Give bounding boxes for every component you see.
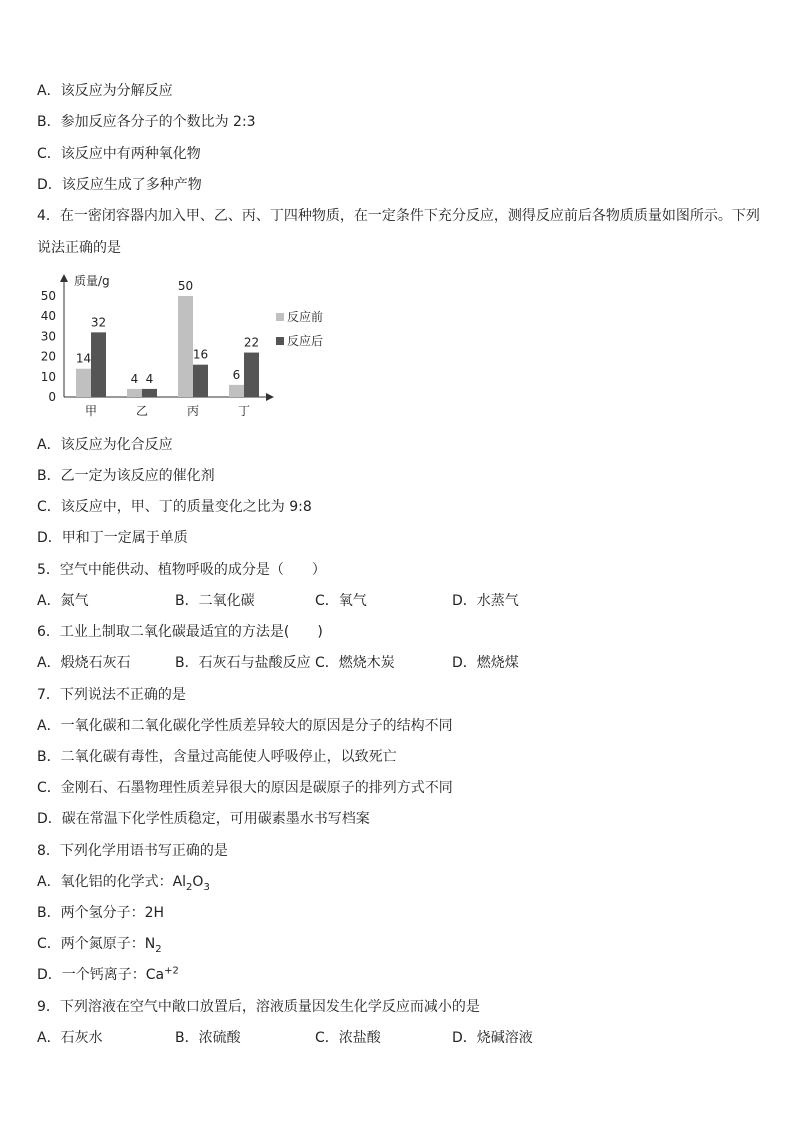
- bar-before: [178, 296, 193, 397]
- q5-stem: 5．空气中能供动、植物呼吸的成分是（ ）: [37, 562, 326, 578]
- q9-option-c: C．浓盐酸: [315, 1030, 381, 1046]
- q7-option-c: C．金刚石、石墨物理性质差异很大的原因是碳原子的排列方式不同: [37, 780, 453, 796]
- q8-stem: 8．下列化学用语书写正确的是: [37, 843, 228, 859]
- q6-stem: 6．工业上制取二氧化碳最适宜的方法是( ): [37, 624, 323, 640]
- bar-after: [244, 353, 259, 397]
- bar-data-label: 50: [177, 279, 194, 293]
- bar-data-label: 16: [192, 347, 209, 362]
- q9-options: [37, 1028, 757, 1048]
- q7-option-a: A．一氧化碳和二氧化碳化学性质差异较大的原因是分子的结构不同: [37, 718, 453, 734]
- q6-option-c: C．燃烧木炭: [315, 655, 395, 671]
- bar-after: [193, 365, 208, 397]
- q5-option-a: A．氮气: [37, 593, 89, 609]
- bar-after: [142, 389, 157, 397]
- y-tick-label: 40: [40, 309, 56, 324]
- q7-option-b: B．二氧化碳有毒性，含量过高能使人呼吸停止，以致死亡: [37, 749, 397, 765]
- q4-option-d: D．甲和丁一定属于单质: [37, 530, 188, 546]
- y-tick-label: 0: [48, 390, 56, 404]
- q5-option-c: C．氧气: [315, 593, 367, 609]
- q7-stem: 7．下列说法不正确的是: [37, 687, 186, 703]
- q4-option-b: B．乙一定为该反应的催化剂: [37, 468, 215, 484]
- bar-data-label: 32: [90, 315, 107, 330]
- bar-data-label: 6: [232, 367, 241, 382]
- q6-option-d: D．燃烧煤: [452, 655, 519, 671]
- bar-data-label: 4: [130, 371, 139, 386]
- q9-option-a: A．石灰水: [37, 1030, 103, 1046]
- q3-option-d: D．该反应生成了多种产物: [37, 177, 202, 193]
- x-category-label: 丁: [237, 404, 251, 418]
- q7-option-d: D．碳在常温下化学性质稳定，可用碳素墨水书写档案: [37, 811, 370, 827]
- mass-bar-chart: [30, 268, 360, 428]
- legend-swatch: [276, 313, 284, 321]
- q6-option-a: A．煅烧石灰石: [37, 655, 131, 671]
- legend-label: 反应前: [287, 310, 324, 324]
- q9-stem: 9．下列溶液在空气中敞口放置后，溶液质量因发生化学反应而减小的是: [37, 999, 480, 1015]
- q8-option-b: B．两个氢分子：2H: [37, 905, 165, 921]
- q4-stem-line1: 4．在一密闭容器内加入甲、乙、丙、丁四种物质，在一定条件下充分反应，测得反应前后各物质质量如图所示。下列: [37, 208, 760, 224]
- q8-option-c: C．两个氮原子：$N_2$: [37, 936, 162, 955]
- q5-options: [37, 591, 757, 611]
- q9-option-b: B．浓硫酸: [175, 1030, 241, 1046]
- y-tick-label: 10: [40, 369, 56, 384]
- q6-option-b: B．石灰石与盐酸反应: [175, 655, 311, 671]
- y-tick-label: 20: [40, 349, 56, 364]
- q3-option-c: C．该反应中有两种氧化物: [37, 146, 201, 162]
- x-category-label: 丙: [186, 404, 200, 418]
- bar-before: [76, 369, 91, 397]
- bar-before: [229, 385, 244, 397]
- q9-option-d: D．烧碱溶液: [452, 1030, 533, 1046]
- legend-label: 反应后: [287, 334, 324, 348]
- y-axis-arrow: [60, 274, 68, 282]
- q8-option-d: D．一个钙离子：$Ca^{+2}$: [37, 965, 179, 983]
- q6-options: [37, 653, 757, 673]
- legend-swatch: [276, 337, 284, 345]
- bar-data-label: 22: [243, 335, 260, 350]
- y-tick-label: 30: [40, 329, 56, 344]
- x-axis-arrow: [266, 393, 274, 401]
- y-axis-label: 质量/g: [74, 274, 110, 288]
- q8-option-a: A．氧化铝的化学式：$Al_2O_3$: [37, 874, 210, 893]
- x-category-label: 乙: [135, 404, 149, 418]
- q5-option-d: D．水蒸气: [452, 593, 519, 609]
- bar-data-label: 4: [145, 371, 154, 386]
- bar-data-label: 14: [75, 351, 92, 366]
- bar-after: [91, 332, 106, 397]
- q4-stem-line2: 说法正确的是: [37, 240, 121, 256]
- q5-option-b: B．二氧化碳: [175, 593, 255, 609]
- q4-option-a: A．该反应为化合反应: [37, 437, 173, 453]
- q3-option-a: A．该反应为分解反应: [37, 83, 173, 99]
- x-category-label: 甲: [84, 404, 98, 418]
- y-tick-label: 50: [40, 289, 56, 303]
- q4-option-c: C．该反应中，甲、丁的质量变化之比为 9:8: [37, 499, 312, 515]
- q3-option-b: B．参加反应各分子的个数比为 2:3: [37, 114, 256, 130]
- bar-before: [127, 389, 142, 397]
